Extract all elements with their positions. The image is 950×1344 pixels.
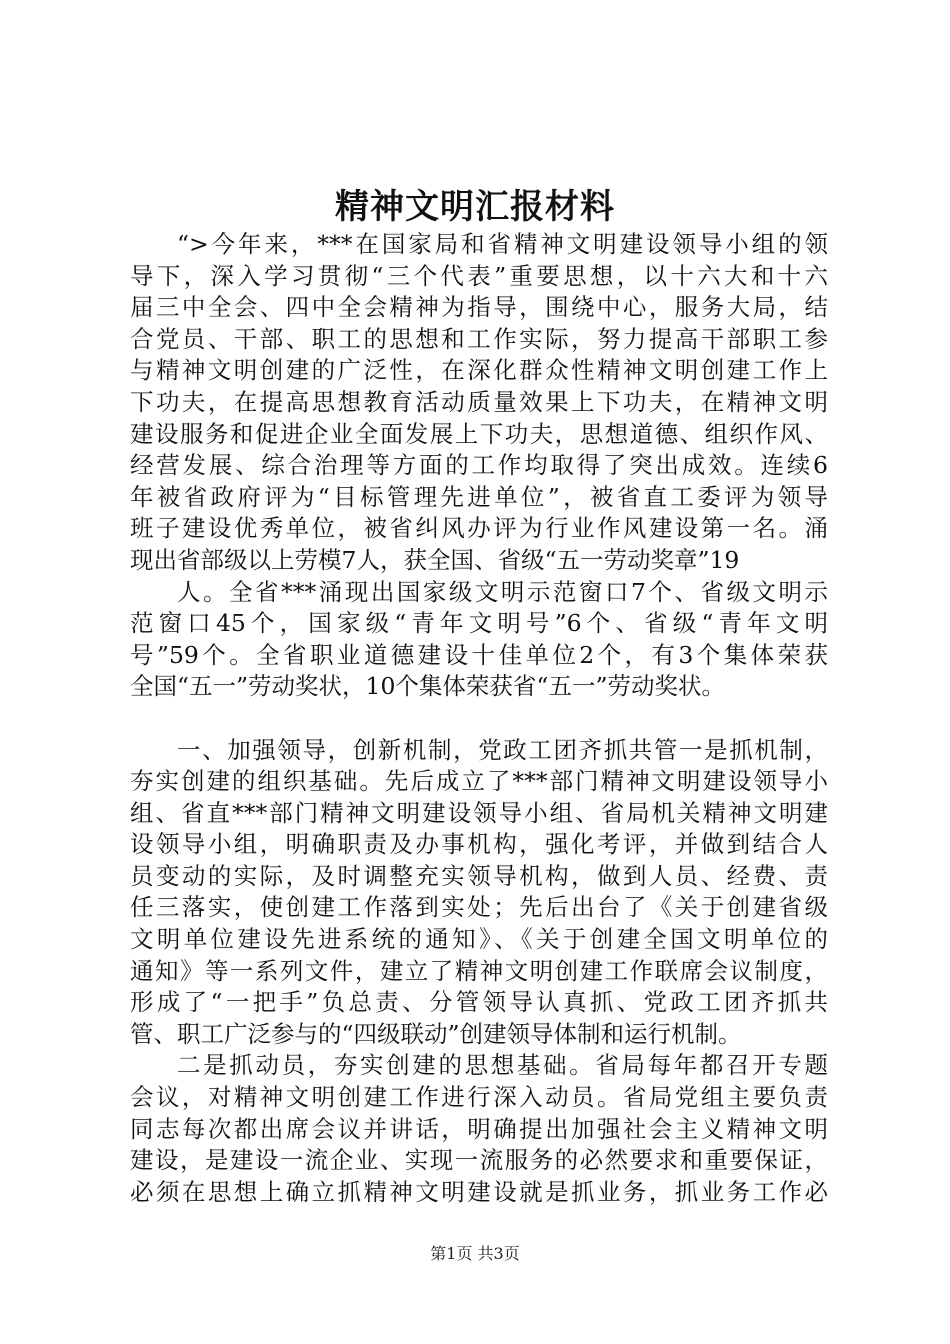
text-line: 通知》等一系列文件，建立了精神文明创建工作联席会议制度， — [130, 956, 828, 985]
text-line: 管、职工广泛参与的“四级联动”创建领导体制和运行机制。 — [130, 1019, 742, 1048]
text-line: 建设服务和促进企业全面发展上下功夫，思想道德、组织作风、 — [130, 419, 828, 448]
text-line: 会议，对精神文明创建工作进行深入动员。省局党组主要负责 — [130, 1083, 828, 1112]
text-line: 班子建设优秀单位，被省纠风办评为行业作风建设第一名。涌 — [130, 514, 828, 543]
document-title: 精神文明汇报材料 — [335, 187, 615, 227]
text-line: 形成了“一把手”负总责、分管领导认真抓、党政工团齐抓共 — [130, 988, 828, 1017]
text-line: 设领导小组，明确职责及办事机构，强化考评，并做到结合人 — [130, 830, 828, 859]
text-line: 必须在思想上确立抓精神文明建设就是抓业务，抓业务工作必 — [130, 1177, 828, 1206]
blank-line — [130, 703, 828, 735]
text-line: 范窗口45个，国家级“青年文明号”6个、省级“青年文明 — [130, 609, 828, 638]
text-line: 建设，是建设一流企业、实现一流服务的必然要求和重要保证， — [130, 1146, 828, 1175]
text-line: 下功夫，在提高思想教育活动质量效果上下功夫，在精神文明 — [130, 387, 828, 416]
text-line: 全国“五一”劳动奖状，10个集体荣获省“五一”劳动奖状。 — [130, 672, 725, 701]
text-line: 经营发展、综合治理等方面的工作均取得了突出成效。连续6 — [130, 451, 828, 480]
text-line: 组、省直***部门精神文明建设领导小组、省局机关精神文明建 — [130, 798, 828, 827]
text-line: 同志每次都出席会议并讲话，明确提出加强社会主义精神文明 — [130, 1114, 828, 1143]
text-line: 现出省部级以上劳模7人，获全国、省级“五一劳动奖章”19 — [130, 545, 740, 574]
text-line: 年被省政府评为“目标管理先进单位”，被省直工委评为领导 — [130, 482, 828, 511]
text-line: 二是抓动员，夯实创建的思想基础。省局每年都召开专题 — [177, 1051, 828, 1080]
document-body — [130, 229, 828, 1208]
text-line: 任三落实，使创建工作落到实处；先后出台了《关于创建省级 — [130, 893, 828, 922]
text-line: 员变动的实际，及时调整充实领导机构，做到人员、经费、责 — [130, 861, 828, 890]
text-line: “>今年来，***在国家局和省精神文明建设领导小组的领 — [177, 230, 828, 258]
text-line: 夯实创建的组织基础。先后成立了***部门精神文明建设领导小 — [130, 767, 828, 796]
text-line: 合党员、干部、职工的思想和工作实际，努力提高干部职工参 — [130, 324, 828, 353]
text-line: 与精神文明创建的广泛性，在深化群众性精神文明创建工作上 — [130, 356, 828, 385]
text-line: 人。全省***涌现出国家级文明示范窗口7个、省级文明示 — [177, 577, 828, 606]
text-line: 文明单位建设先进系统的通知》、《关于创建全国文明单位的 — [130, 925, 828, 954]
text-line: 届三中全会、四中全会精神为指导，围绕中心，服务大局，结 — [130, 293, 828, 322]
page-footer: 第1页 共3页 — [430, 1244, 520, 1263]
text-line: 一、加强领导，创新机制，党政工团齐抓共管一是抓机制， — [177, 735, 828, 764]
text-line: 导下，深入学习贯彻“三个代表”重要思想，以十六大和十六 — [130, 261, 828, 290]
text-line: 号”59个。全省职业道德建设十佳单位2个，有3个集体荣获 — [130, 640, 828, 669]
